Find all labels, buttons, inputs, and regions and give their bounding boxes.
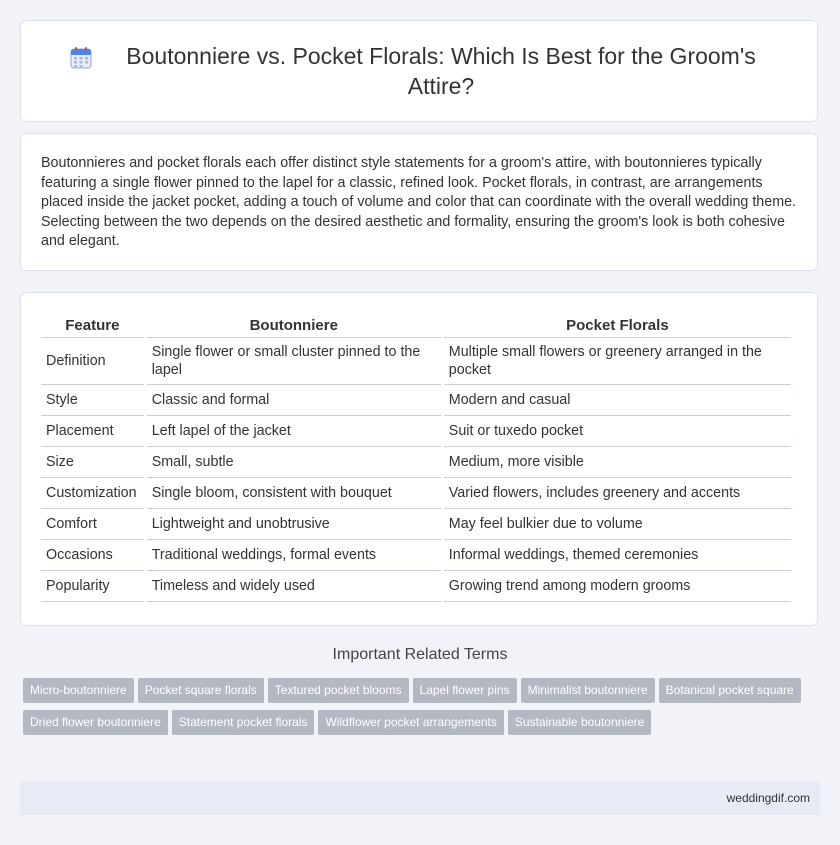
feature-cell: Style [41, 385, 144, 416]
related-term-tag[interactable]: Statement pocket florals [172, 710, 315, 735]
header-pocket-florals: Pocket Florals [444, 313, 791, 338]
boutonniere-cell: Traditional weddings, formal events [147, 540, 441, 571]
feature-cell: Placement [41, 416, 144, 447]
feature-cell: Customization [41, 478, 144, 509]
boutonniere-cell: Left lapel of the jacket [147, 416, 441, 447]
boutonniere-cell: Lightweight and unobtrusive [147, 509, 441, 540]
pocket-florals-cell: Medium, more visible [444, 447, 791, 478]
related-term-tag[interactable]: Dried flower boutonniere [23, 710, 168, 735]
related-term-tag[interactable]: Micro-boutonniere [23, 678, 134, 703]
comparison-table [38, 313, 794, 602]
related-term-tag[interactable]: Lapel flower pins [413, 678, 517, 703]
footer [20, 781, 820, 815]
related-term-tag[interactable]: Textured pocket blooms [268, 678, 409, 703]
related-term-tag[interactable]: Wildflower pocket arrangements [318, 710, 503, 735]
footer-site-link[interactable]: weddingdif.com [726, 791, 810, 805]
pocket-florals-cell: Growing trend among modern grooms [444, 571, 791, 602]
table-row [41, 447, 791, 478]
feature-cell: Comfort [41, 509, 144, 540]
header-boutonniere: Boutonniere [147, 313, 441, 338]
feature-cell: Size [41, 447, 144, 478]
pocket-florals-cell: Modern and casual [444, 385, 791, 416]
pocket-florals-cell: Informal weddings, themed ceremonies [444, 540, 791, 571]
table-row [41, 509, 791, 540]
boutonniere-cell: Timeless and widely used [147, 571, 441, 602]
intro-card [20, 133, 818, 271]
boutonniere-cell: Single bloom, consistent with bouquet [147, 478, 441, 509]
table-row [41, 571, 791, 602]
table-row [41, 338, 791, 385]
table-row [41, 416, 791, 447]
related-term-tag[interactable]: Botanical pocket square [659, 678, 801, 703]
feature-cell: Popularity [41, 571, 144, 602]
related-term-tag[interactable]: Sustainable boutonniere [508, 710, 651, 735]
comparison-card [20, 292, 818, 626]
pocket-florals-cell: Suit or tuxedo pocket [444, 416, 791, 447]
page-title: Boutonniere vs. Pocket Florals: Which Is Best for the Groom's Attire? [126, 43, 756, 99]
intro-paragraph: Boutonnieres and pocket florals each offer distinct style statements for a groom's attire, with boutonnieres typically featuring a single flower pinned to the lapel for a classic, refined look. Pocket florals, in contrast, are arrangements placed inside the jacket pocket, adding a touch of volume and color that can coordinate with the overall wedding theme. Selecting between the two depends on the desired aesthetic and formality, ensuring the groom's look is both cohesive and elegant. [41, 155, 797, 249]
calendar-icon [69, 46, 93, 70]
table-header-row [41, 313, 791, 338]
table-row [41, 385, 791, 416]
table-row [41, 540, 791, 571]
related-term-tag[interactable]: Pocket square florals [138, 678, 264, 703]
related-term-tag[interactable]: Minimalist boutonniere [521, 678, 655, 703]
boutonniere-cell: Classic and formal [147, 385, 441, 416]
feature-cell: Occasions [41, 540, 144, 571]
feature-cell: Definition [41, 338, 144, 385]
header-feature: Feature [41, 313, 144, 338]
related-terms-heading: Important Related Terms [332, 646, 508, 663]
pocket-florals-cell: Multiple small flowers or greenery arranged in the pocket [444, 338, 791, 385]
pocket-florals-cell: May feel bulkier due to volume [444, 509, 791, 540]
boutonniere-cell: Small, subtle [147, 447, 441, 478]
boutonniere-cell: Single flower or small cluster pinned to the lapel [147, 338, 441, 385]
table-row [41, 478, 791, 509]
pocket-florals-cell: Varied flowers, includes greenery and accents [444, 478, 791, 509]
title-card [20, 20, 818, 122]
related-terms-list [23, 678, 813, 742]
